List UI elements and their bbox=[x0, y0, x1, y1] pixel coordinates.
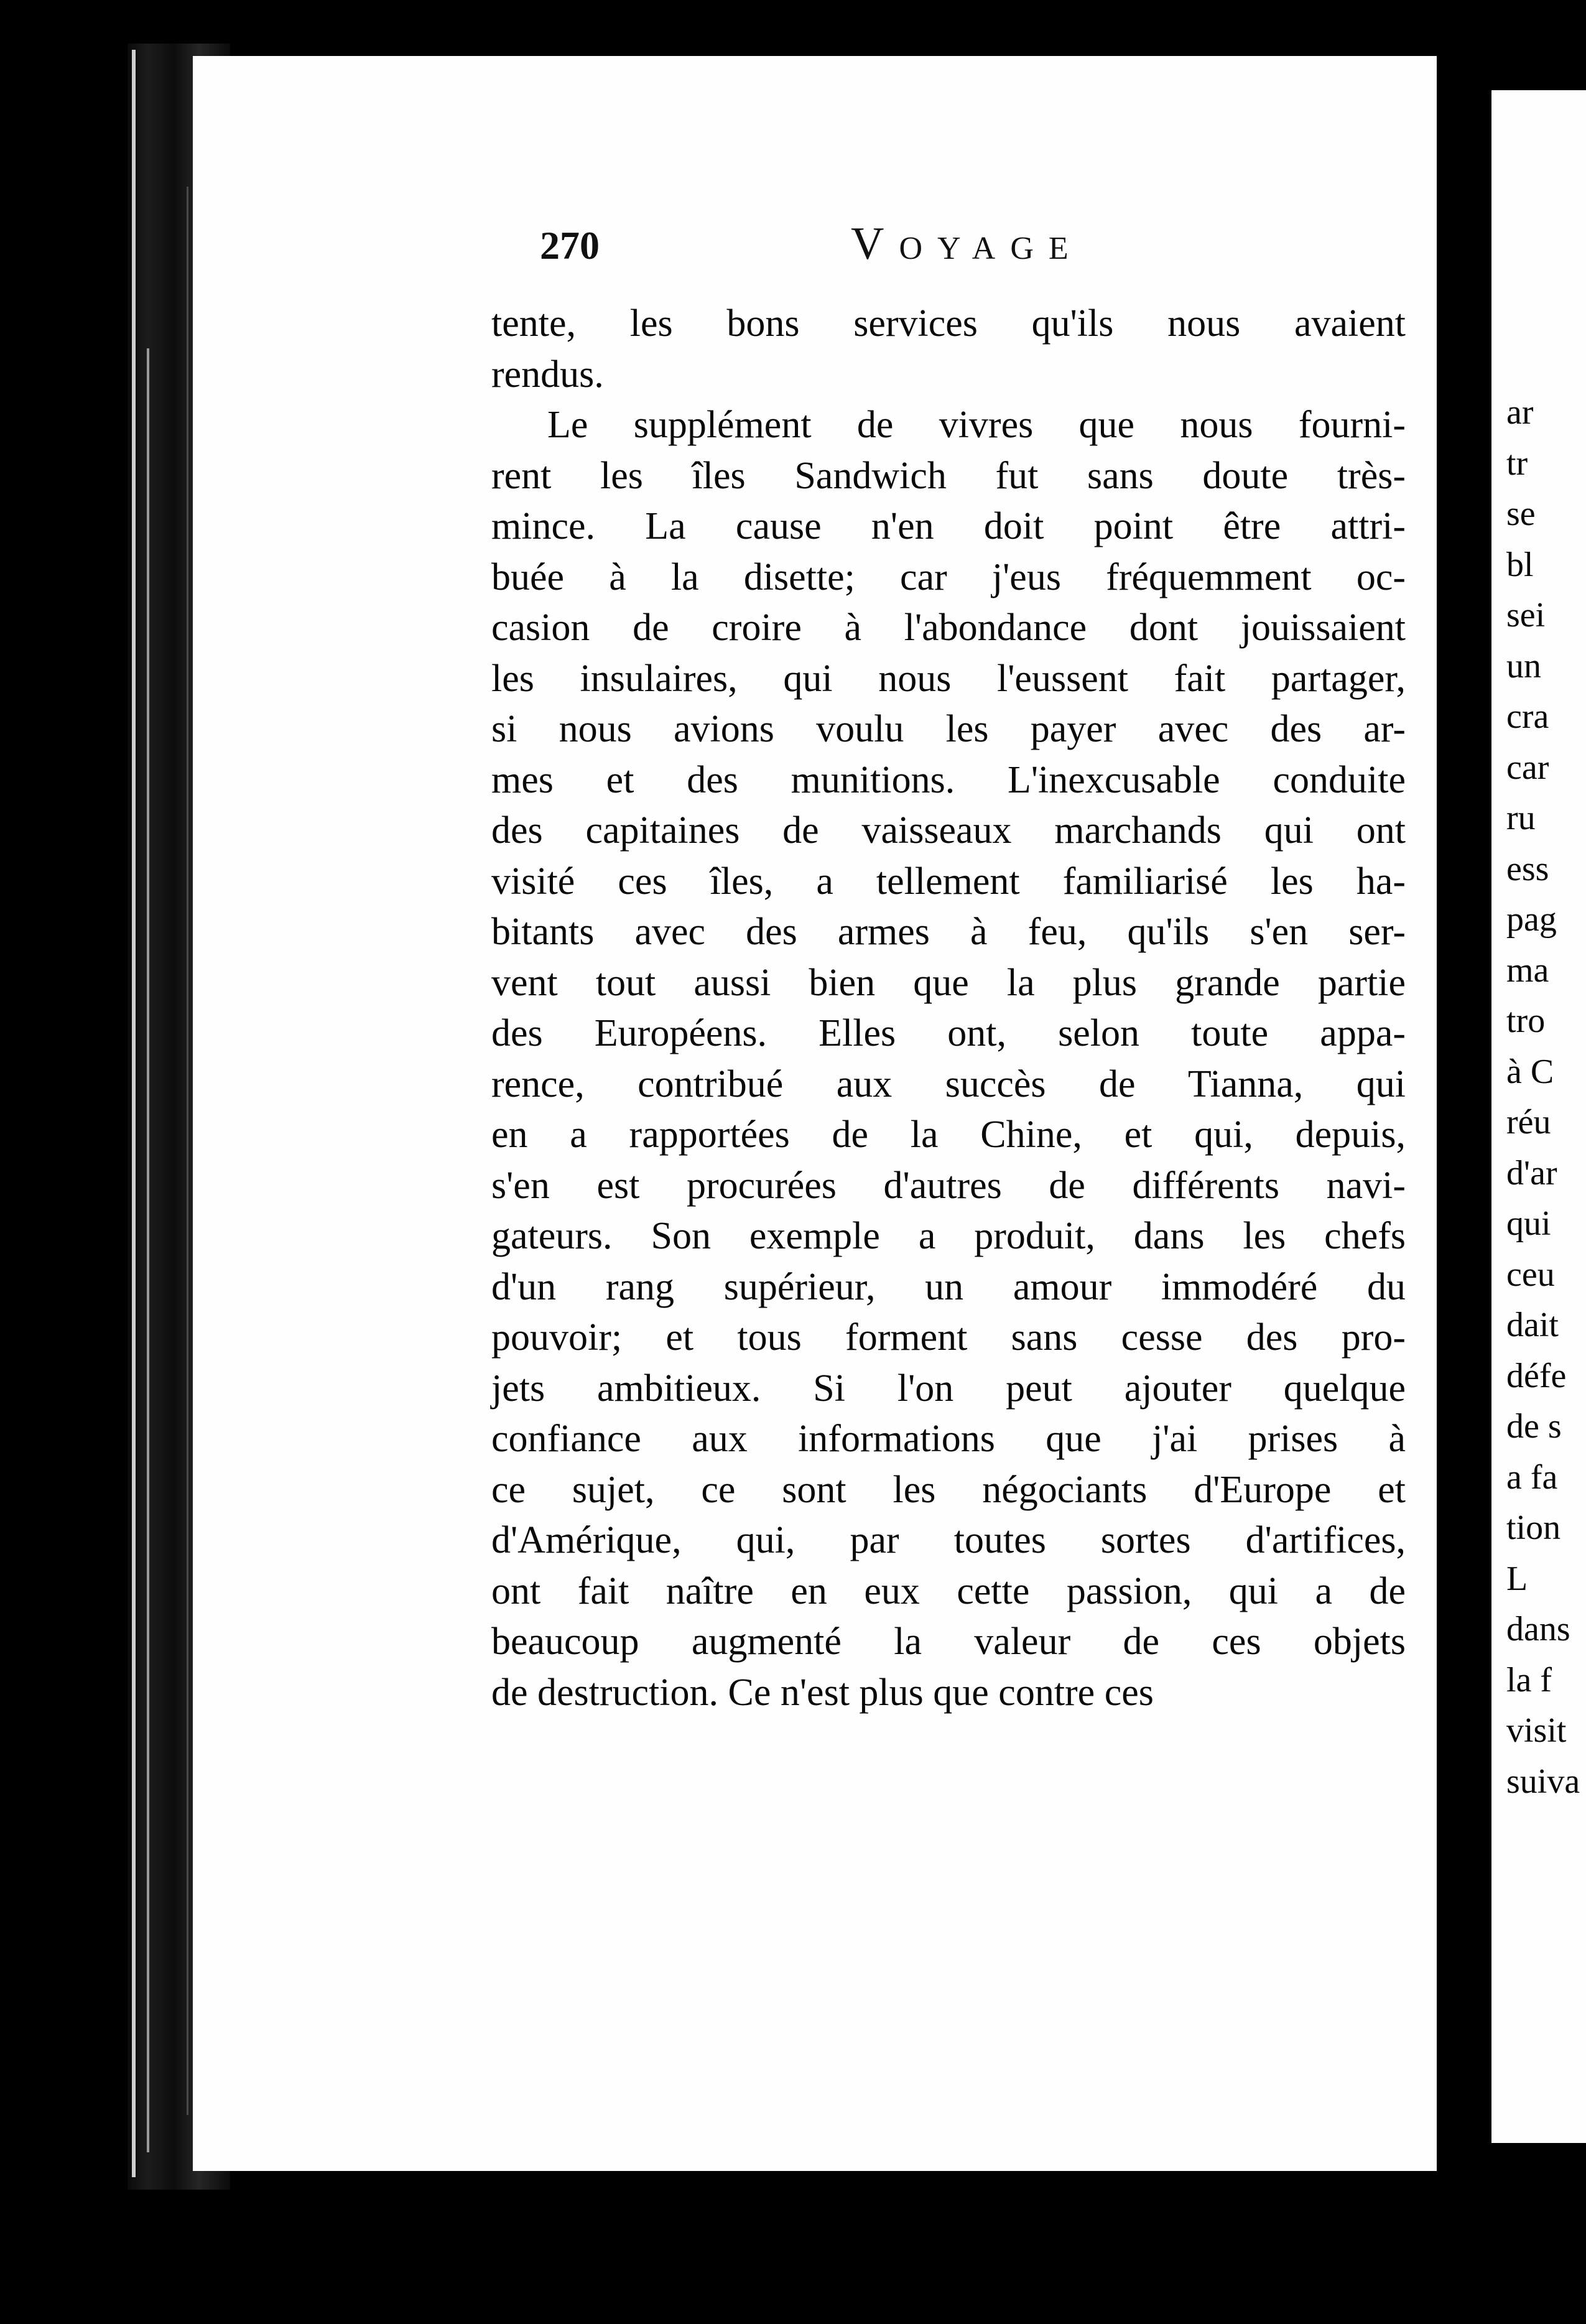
facing-text-line: pag bbox=[1506, 900, 1557, 939]
text-line: les insulaires, qui nous l'eussent fait partager, bbox=[491, 657, 1406, 700]
facing-text-line: de s bbox=[1506, 1407, 1562, 1446]
text-line: rent les îles Sandwich fut sans doute très- bbox=[491, 454, 1406, 497]
facing-page-text bbox=[1506, 388, 1586, 1807]
text-line: casion de croire à l'abondance dont jouissaient bbox=[491, 607, 1406, 649]
facing-text-line: tion bbox=[1506, 1508, 1561, 1547]
text-line: tente, les bons services qu'ils nous avaient bbox=[491, 302, 1406, 345]
text-line: des capitaines de vaisseaux marchands qui ont bbox=[491, 809, 1406, 852]
facing-text-line: bl bbox=[1506, 545, 1534, 584]
text-line: pouvoir; et tous forment sans cesse des pro- bbox=[491, 1316, 1406, 1359]
text-line: vent tout aussi bien que la plus grande partie bbox=[491, 961, 1406, 1004]
facing-text-line: ess bbox=[1506, 849, 1549, 888]
text-line: ont fait naître en eux cette passion, qui a de bbox=[491, 1569, 1406, 1612]
facing-text-line: car bbox=[1506, 748, 1549, 787]
facing-page bbox=[1491, 90, 1586, 2143]
text-line: rence, contribué aux succès de Tianna, qui bbox=[491, 1062, 1406, 1105]
page-header bbox=[540, 218, 1137, 291]
text-line: des Européens. Elles ont, selon toute appa- bbox=[491, 1012, 1406, 1054]
page-number: 270 bbox=[540, 223, 600, 267]
text-line: gateurs. Son exemple a produit, dans les chefs bbox=[491, 1215, 1406, 1257]
text-line: rendus. bbox=[491, 353, 604, 396]
facing-text-line: ru bbox=[1506, 799, 1536, 837]
facing-text-line: la f bbox=[1506, 1660, 1552, 1699]
facing-text-line: défe bbox=[1506, 1356, 1567, 1395]
binding-edge bbox=[147, 348, 149, 2152]
facing-text-line: cra bbox=[1506, 697, 1549, 736]
facing-text-line: L bbox=[1506, 1559, 1528, 1598]
text-line: en a rapportées de la Chine, et qui, depuis, bbox=[491, 1113, 1406, 1156]
text-line: buée à la disette; car j'eus fréquemment oc- bbox=[491, 555, 1406, 598]
text-line: de destruction. Ce n'est plus que contre ces bbox=[491, 1671, 1154, 1714]
facing-text-line: ceu bbox=[1506, 1255, 1555, 1294]
facing-text-line: visit bbox=[1506, 1711, 1567, 1750]
facing-text-line: réu bbox=[1506, 1103, 1551, 1141]
text-line: d'un rang supérieur, un amour immodéré du bbox=[491, 1265, 1406, 1308]
binding-edge bbox=[132, 50, 136, 2177]
binding-edge bbox=[187, 187, 188, 2115]
facing-text-line: se bbox=[1506, 495, 1536, 533]
text-line: ce sujet, ce sont les négociants d'Europe et bbox=[491, 1468, 1406, 1511]
text-line: Le supplément de vivres que nous fourni- bbox=[547, 404, 1406, 446]
facing-text-line: tr bbox=[1506, 444, 1528, 483]
text-line: mes et des munitions. L'inexcusable conduite bbox=[491, 758, 1406, 801]
facing-text-line: sei bbox=[1506, 596, 1546, 634]
text-line: d'Amérique, qui, par toutes sortes d'artifices, bbox=[491, 1519, 1406, 1561]
facing-text-line: à C bbox=[1506, 1052, 1554, 1091]
facing-text-line: dait bbox=[1506, 1306, 1559, 1344]
facing-text-line: un bbox=[1506, 646, 1541, 686]
facing-text-line: tro bbox=[1506, 1002, 1546, 1040]
text-line: si nous avions voulu les payer avec des ar- bbox=[491, 708, 1406, 750]
text-line: bitants avec des armes à feu, qu'ils s'en ser- bbox=[491, 911, 1406, 953]
facing-text-line: dans bbox=[1506, 1610, 1570, 1648]
facing-text-line: suiva bbox=[1506, 1762, 1580, 1801]
body-text bbox=[491, 299, 1406, 1718]
text-line: mince. La cause n'en doit point être attri- bbox=[491, 505, 1406, 547]
facing-text-line: ma bbox=[1506, 951, 1549, 990]
text-line: beaucoup augmenté la valeur de ces objets bbox=[491, 1620, 1406, 1663]
facing-text-line: qui bbox=[1506, 1204, 1551, 1243]
facing-text-line: a fa bbox=[1506, 1457, 1558, 1497]
running-head: Voyage bbox=[851, 218, 1083, 269]
text-line: s'en est procurées d'autres de différents navi- bbox=[491, 1164, 1406, 1207]
text-line: jets ambitieux. Si l'on peut ajouter quelque bbox=[491, 1367, 1406, 1410]
facing-text-line: ar bbox=[1506, 393, 1534, 432]
facing-text-line: d'ar bbox=[1506, 1153, 1557, 1192]
text-line: confiance aux informations que j'ai prises à bbox=[491, 1418, 1406, 1460]
text-line: visité ces îles, a tellement familiarisé les ha- bbox=[491, 860, 1406, 903]
